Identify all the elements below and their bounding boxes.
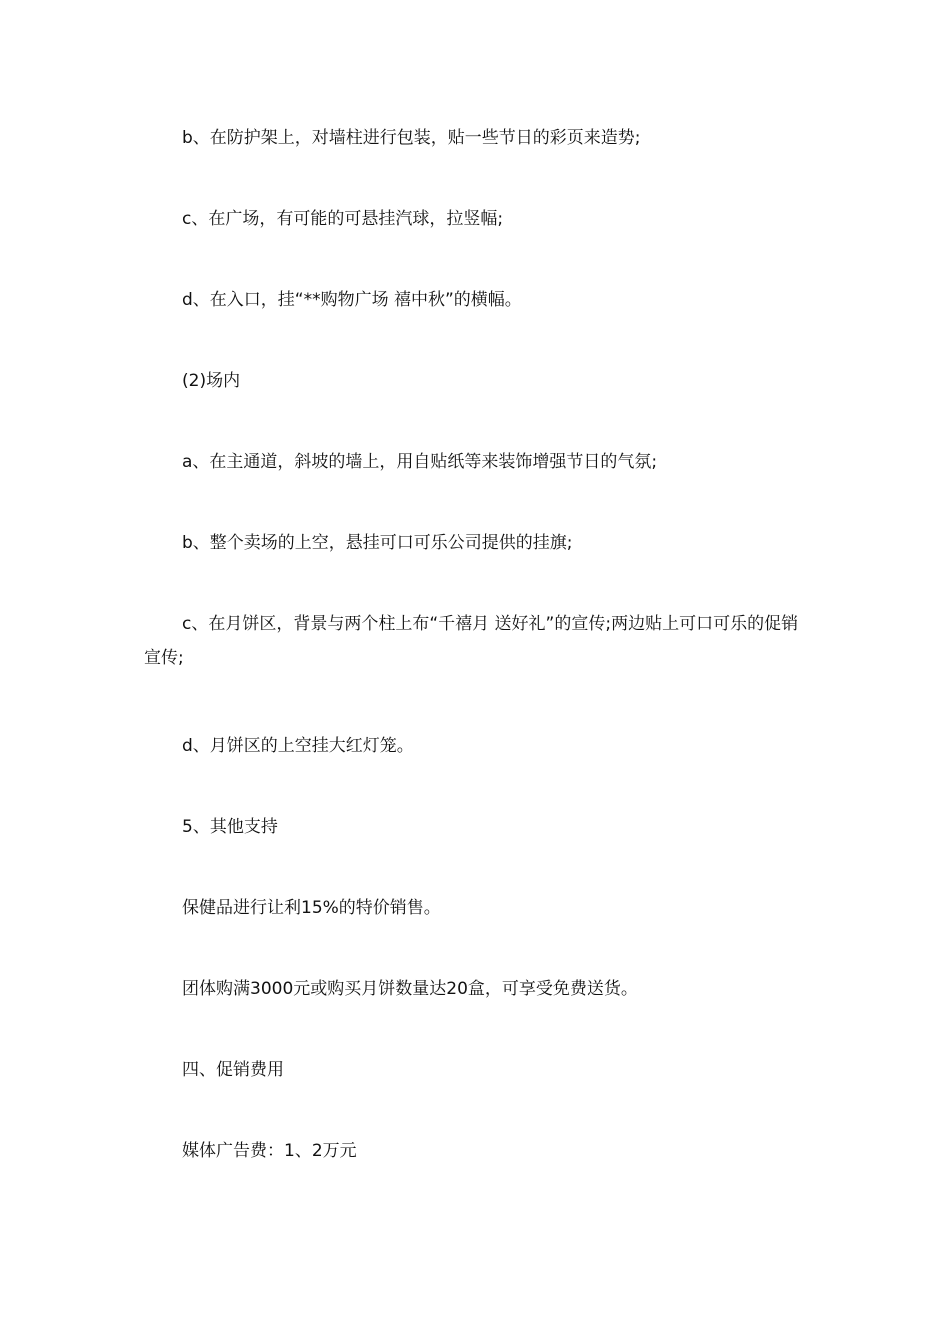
paragraph-11: 团体购满3000元或购买月饼数量达20盒，可享受免费送货。 (182, 979, 638, 999)
paragraph-5: a、在主通道，斜坡的墙上，用自贴纸等来装饰增强节日的气氛; (182, 452, 658, 472)
paragraph-3: d、在入口，挂“**购物广场 禧中秋”的横幅。 (182, 290, 522, 310)
paragraph-7: c、在月饼区，背景与两个柱上布“千禧月 送好礼”的宣传;两边贴上可口可乐的促销宣传; (144, 614, 799, 668)
paragraph-8: d、月饼区的上空挂大红灯笼。 (182, 736, 414, 756)
paragraph-2: c、在广场，有可能的可悬挂汽球，拉竖幅; (182, 209, 504, 229)
paragraph-13: 媒体广告费：1、2万元 (182, 1141, 357, 1161)
paragraph-1: b、在防护架上，对墙柱进行包装，贴一些节日的彩页来造势; (182, 128, 641, 148)
paragraph-4: (2)场内 (182, 371, 241, 391)
paragraph-10: 保健品进行让利15%的特价销售。 (182, 898, 441, 918)
paragraph-12: 四、促销费用 (182, 1060, 284, 1080)
paragraph-9: 5、其他支持 (182, 817, 278, 837)
paragraph-6: b、整个卖场的上空，悬挂可口可乐公司提供的挂旗; (182, 533, 573, 553)
